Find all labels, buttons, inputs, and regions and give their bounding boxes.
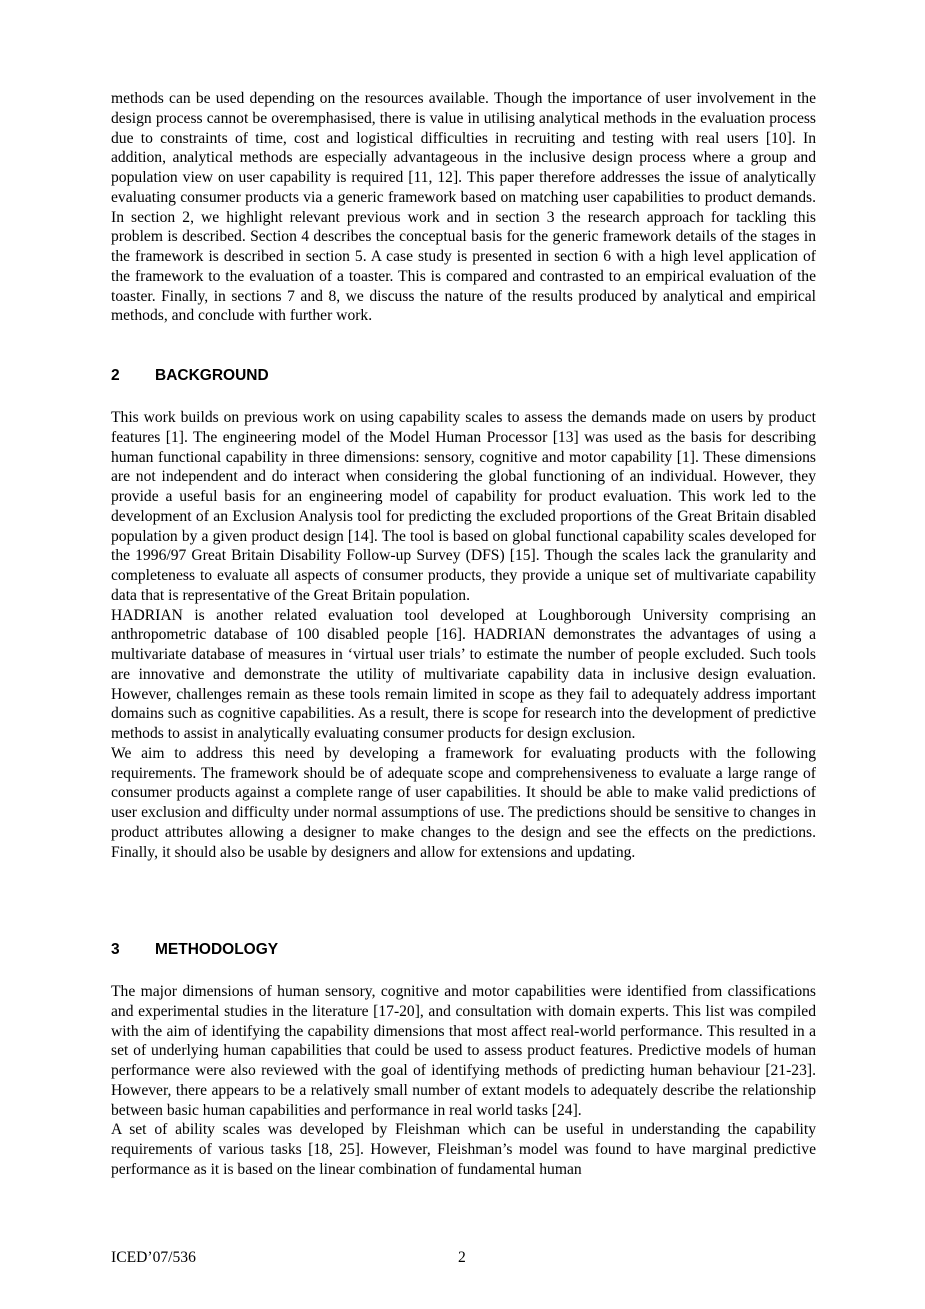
paragraph: We aim to address this need by developing a framework for evaluating products with the following requirements. The framework should be of adequate scope and comprehensiveness to evaluate a large range of consumer products against a complete range of user capabilities. It should be able to make valid predictions of user exclusion and difficulty under normal assumptions of use. The predictions should be sensitive to changes in product attributes allowing a designer to make changes to the design and see the effects on the predictions. Finally, it should also be usable by designers and allow for extensions and updating.	[111, 744, 816, 861]
section-title: METHODOLOGY	[155, 941, 279, 958]
section-number: 2	[111, 367, 120, 384]
intro-paragraph: methods can be used depending on the resources available. Though the importance of user involvement in the design process cannot be overemphasised, there is value in utilising analytical methods in the evaluation process due to constraints of time, cost and logistical difficulties in recruiting and testing with real users [10]. In addition, analytical methods are especially advantageous in the inclusive design process where a group and population view on user capability is required [11, 12]. This paper therefore addresses the issue of analytically evaluating consumer products via a generic framework based on matching user capabilities to product demands. In section 2, we highlight relevant previous work and in section 3 the research approach for tackling this problem is described. Section 4 describes the conceptual basis for the generic framework details of the stages in the framework is described in section 5. A case study is presented in section 6 with a high level application of the framework to the evaluation of a toaster. This is compared and contrasted to an empirical evaluation of the toaster. Finally, in sections 7 and 8, we discuss the nature of the results produced by analytical and empirical methods, and conclude with further work.	[111, 90, 816, 325]
paragraph: This work builds on previous work on using capability scales to assess the demands made on users by product features [1]. The engineering model of the Model Human Processor [13] was used as the basis for describing human functional capability in three dimensions: sensory, cognitive and motor capability [1]. These dimensions are not independent and do interact when considering the global functioning of an individual. However, they provide a useful basis for an engineering model of capability for product evaluation. This work led to the development of an Exclusion Analysis tool for predicting the excluded proportions of the Great Britain disabled population by a given product design [14]. The tool is based on global functional capability scales developed for the 1996/97 Great Britain Disability Follow-up Survey (DFS) [15]. Though the scales lack the granularity and completeness to evaluate all aspects of consumer products, they provide a unique set of multivariate capability data that is representative of the Great Britain population.	[111, 409, 816, 604]
section-heading	[111, 940, 816, 960]
paragraph: The major dimensions of human sensory, cognitive and motor capabilities were identified from classifications and experimental studies in the literature [17-20], and consultation with domain experts. This list was compiled with the aim of identifying the capability dimensions that most affect real-world performance. This resulted in a set of underlying human capabilities that could be used to assess product features. Predictive models of human performance were also reviewed with the goal of identifying methods of predicting human behaviour [21-23]. However, there appears to be a relatively small number of extant models to adequately describe the relationship between basic human capabilities and performance in real world tasks [24].	[111, 983, 816, 1119]
footer-page-number: 2	[458, 1249, 466, 1266]
paragraph: HADRIAN is another related evaluation tool developed at Loughborough University comprising an anthropometric database of 100 disabled people [16]. HADRIAN demonstrates the advantages of using a multivariate database of measures in ‘virtual user trials’ to estimate the number of people excluded. Such tools are innovative and demonstrate the utility of multivariate capability data in inclusive design evaluation. However, challenges remain as these tools remain limited in scope as they fail to adequately address important domains such as cognitive capabilities. As a result, there is scope for research into the development of predictive methods to assist in analytically evaluating consumer products for design exclusion.	[111, 606, 816, 742]
section-background	[111, 366, 816, 862]
section-title: BACKGROUND	[155, 367, 269, 384]
section-number: 3	[111, 941, 120, 958]
footer-paper-id: ICED’07/536	[111, 1249, 196, 1266]
section-methodology	[111, 940, 816, 1180]
paragraph: A set of ability scales was developed by Fleishman which can be useful in understanding the capability requirements of various tasks [18, 25]. However, Fleishman’s model was found to have marginal predictive performance as it is based on the linear combination of fundamental human	[111, 1121, 816, 1178]
section-heading	[111, 366, 816, 386]
intro-section	[111, 89, 816, 326]
